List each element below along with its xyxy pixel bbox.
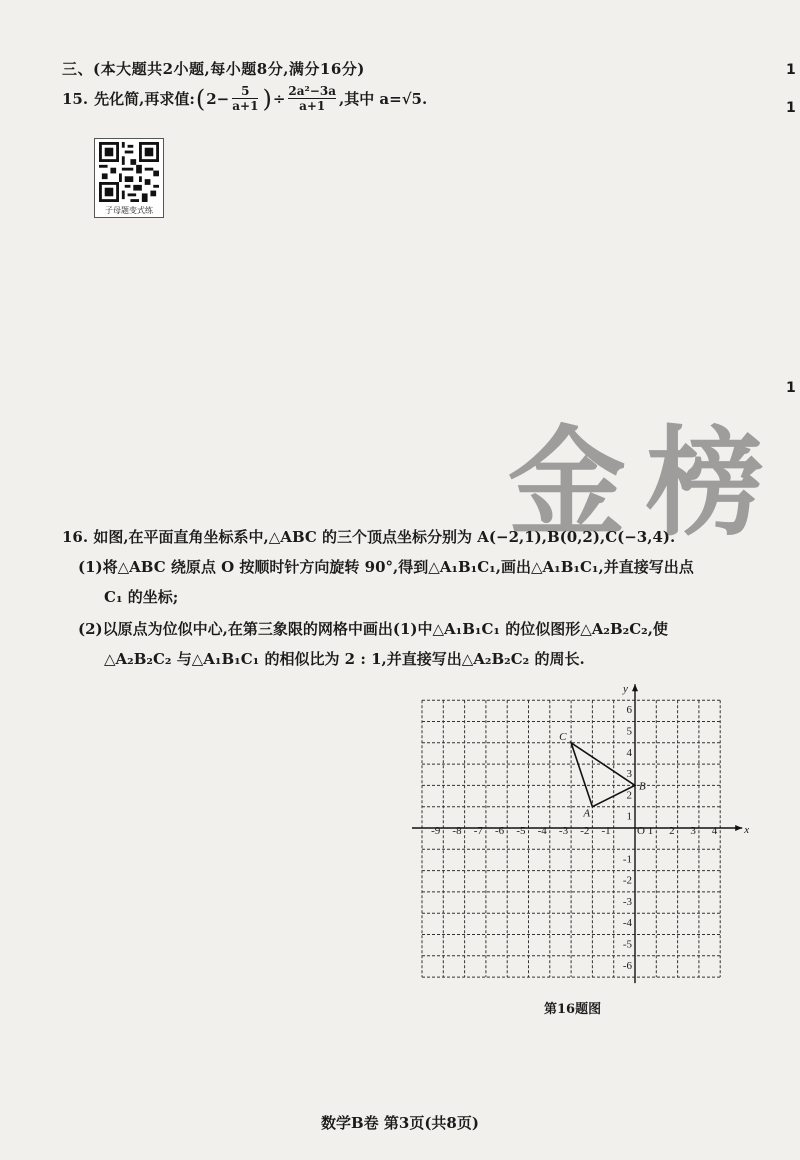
qr-code-icon [99, 142, 159, 202]
question-15-number: 15. [62, 89, 89, 108]
y-tick-label: -6 [622, 959, 632, 972]
watermark-logo: 金榜 [508, 413, 785, 552]
question-15-term: 2− [206, 89, 230, 108]
fraction-5-over-a-plus-1 [232, 84, 258, 113]
y-tick-label: -2 [622, 874, 632, 887]
paren-left: ( [195, 84, 206, 113]
x-tick-label: 4 [711, 825, 718, 837]
y-tick-label: -3 [622, 895, 632, 908]
y-tick-label: 5 [626, 725, 632, 738]
question-16-part2-line1: (2)以原点为位似中心,在第三象限的网格中画出(1)中△A₁B₁C₁ 的位似图形△A₂B₂C₂,使 [78, 620, 668, 638]
x-tick-label: -5 [516, 825, 526, 837]
y-axis-label: y [623, 683, 628, 696]
vertex-label-a: A [583, 807, 591, 820]
fraction-denominator: a+1 [299, 99, 326, 113]
y-tick-label: 4 [626, 746, 632, 759]
question-15-suffix: ,其中 a=√5. [338, 90, 428, 108]
question-15-prefix: 先化简,再求值: [94, 90, 195, 108]
x-tick-label: -7 [473, 825, 483, 837]
question-16-part1-line2: C₁ 的坐标; [104, 588, 179, 606]
question-16-part2-line2: △A₂B₂C₂ 与△A₁B₁C₁ 的相似比为 2 : 1,并直接写出△A₂B₂C₂ 的周长. [104, 650, 585, 668]
x-tick-label: -1 [601, 825, 611, 837]
page-footer: 数学B卷 第3页(共8页) [321, 1114, 479, 1132]
coordinate-grid-figure [405, 675, 750, 985]
y-tick-label: -1 [622, 853, 632, 866]
x-axis-label: x [744, 824, 750, 836]
fraction-numerator: 5 [241, 84, 250, 98]
edge-mark: 1 [786, 62, 796, 78]
x-tick-label: -9 [431, 825, 441, 837]
triangle-abc-outline [571, 743, 635, 807]
qr-caption: 子母题变式练 [105, 206, 153, 215]
question-16-intro: 16. 如图,在平面直角坐标系中,△ABC 的三个顶点坐标分别为 A(−2,1),B(0,2),C(−3,4). [62, 528, 676, 546]
x-tick-label: -3 [558, 825, 569, 837]
y-tick-label: 6 [626, 704, 632, 717]
grid-lines [422, 700, 720, 977]
paren-right: ) [262, 84, 272, 113]
section-title: 三、(本大题共2小题,每小题8分,满分16分) [62, 60, 365, 78]
question-16-part1-line1: (1)将△ABC 绕原点 O 按顺时针方向旋转 90°,得到△A₁B₁C₁,画出△A₁B₁C₁,并直接写出点 [78, 558, 694, 576]
fraction-2a2-3a-over-a-plus-1 [288, 84, 336, 113]
y-tick-label: -5 [622, 938, 632, 951]
qr-code[interactable] [94, 138, 164, 218]
origin-label: O [637, 825, 645, 837]
y-tick-label: 1 [626, 810, 632, 823]
figure-caption: 第16题图 [544, 1002, 602, 1017]
y-tick-labels [623, 704, 633, 972]
edge-mark: 1 [786, 100, 796, 116]
x-tick-label: 1 [647, 825, 654, 837]
x-tick-label: -4 [537, 825, 547, 837]
x-tick-label: -8 [452, 825, 462, 837]
axis-labels [622, 683, 749, 837]
question-15 [62, 84, 427, 113]
vertex-label-c: C [559, 730, 567, 743]
fraction-numerator: 2a²−3a [288, 84, 336, 98]
x-tick-label: 2 [669, 825, 675, 837]
y-tick-label: 2 [626, 789, 632, 802]
y-axis-arrow-icon [632, 684, 638, 691]
divide-sign: ÷ [272, 89, 286, 108]
x-tick-label: -2 [580, 825, 590, 837]
edge-mark: 1 [786, 380, 796, 396]
x-tick-label: 3 [690, 825, 696, 837]
fraction-denominator: a+1 [232, 99, 259, 113]
x-tick-labels [431, 825, 718, 837]
x-axis-arrow-icon [735, 825, 742, 831]
y-tick-label: 3 [626, 768, 632, 781]
vertex-label-b: B [639, 780, 646, 793]
y-tick-label: -4 [622, 917, 632, 930]
x-tick-label: -6 [495, 825, 505, 837]
